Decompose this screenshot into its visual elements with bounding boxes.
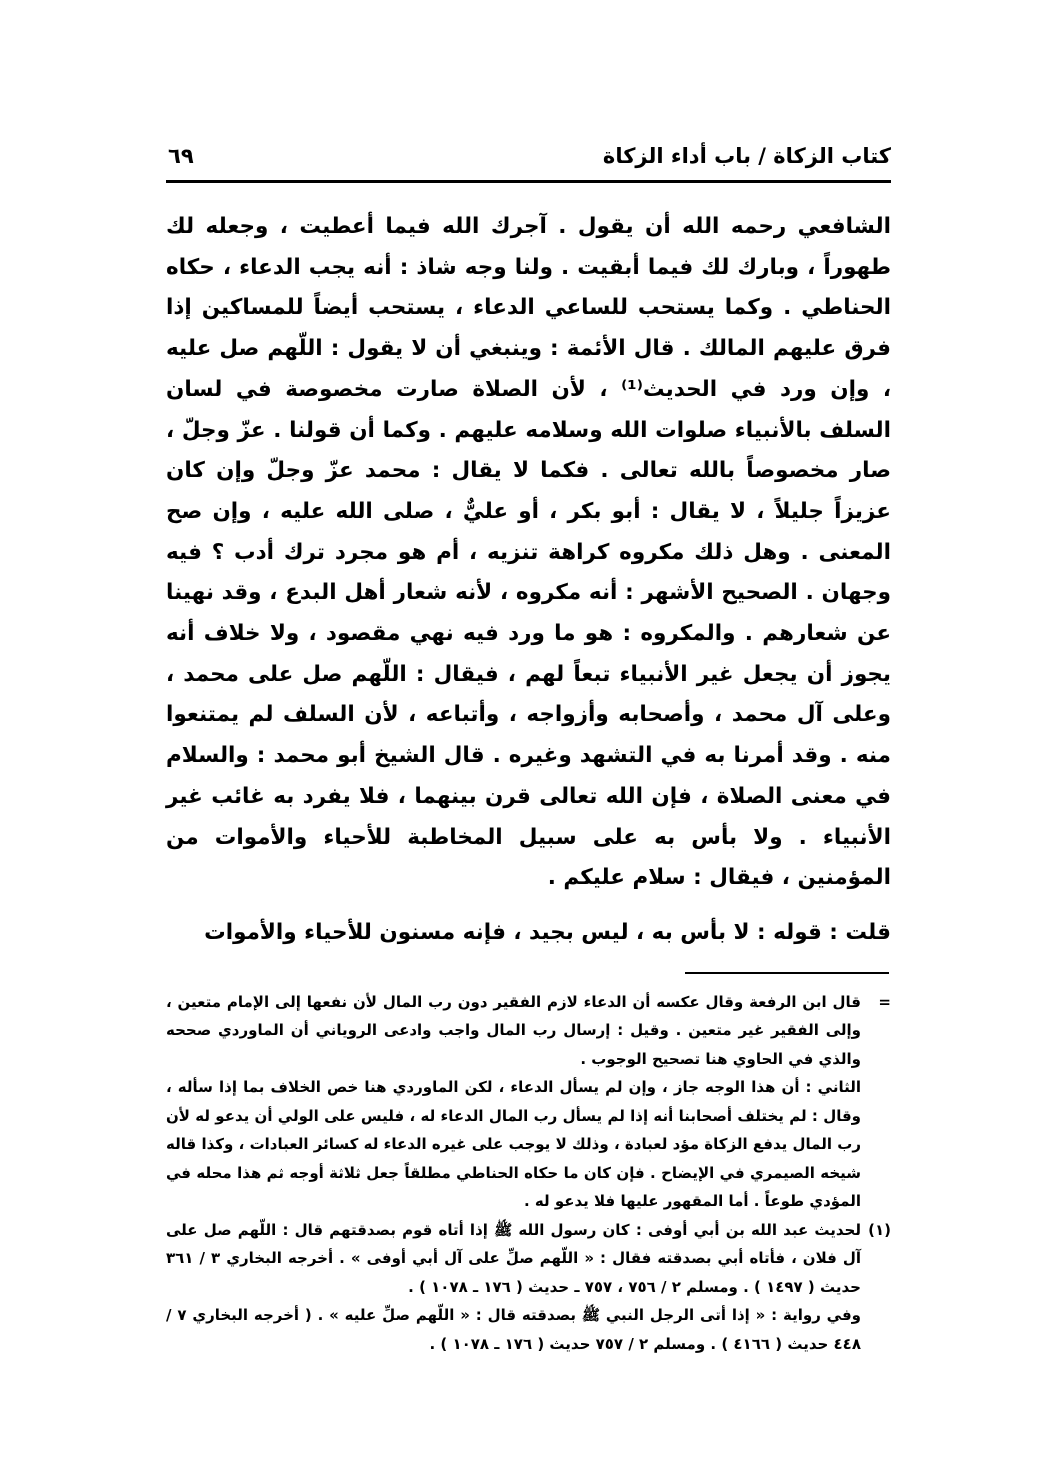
page-number: ٦٩ xyxy=(168,144,194,168)
footnote-marker: = xyxy=(878,992,891,1011)
book-page xyxy=(166,140,891,1358)
qult-paragraph: قلت : قوله : لا بأس به ، ليس بجيد ، فإنه مسنون للأحياء والأموات xyxy=(204,919,891,945)
footnote-paragraph: الثاني : أن هذا الوجه جاز ، وإن لم يسأل الدعاء ، لكن الماوردي هنا خص الخلاف بما إذا سأله ، وقال : لم يختلف أصحابنا أنه إذا لم يسأل رب المال الدعاء له ، فليس على الولي أن يدعو له لأن رب المال يدفع الزكاة مؤد لعبادة ، وذلك لا يوجب على غيره الدعاء له كسائر العبادات ، وكذا قاله شيخه الصيمري في الإيضاح . فإن كان ما حكاه الحناطي مطلقاً جعل ثلاثة أوجه ثم هذا محله في المؤدي طوعاً . أما المقهور عليها فلا يدعو له . xyxy=(166,1078,861,1211)
running-title: كتاب الزكاة / باب أداء الزكاة xyxy=(602,144,891,168)
main-paragraph: الشافعي رحمه الله أن يقول . آجرك الله فيما أعطيت ، وجعله لك طهوراً ، وبارك لك فيما أبقيت . ولنا وجه شاذ : أنه يجب الدعاء ، حكاه الحناطي . وكما يستحب للساعي الدعاء ، يستحب أيضاً للمساكين إذا فرق عليهم المالك . قال الأئمة : وينبغي أن لا يقول : اللّهم صل عليه ، وإن ورد في الحديث⁽¹⁾ ، لأن الصلاة صارت مخصوصة في لسان السلف بالأنبياء صلوات الله وسلامه عليهم . وكما أن قولنا . عزّ وجلّ ، صار مخصوصاً بالله تعالى . فكما لا يقال : محمد عزّ وجلّ وإن كان عزيزاً جليلاً ، لا يقال : أبو بكر ، أو عليٌّ ، صلى الله عليه ، وإن صح المعنى . وهل ذلك مكروه كراهة تنزيه ، أم هو مجرد ترك أدب ؟ فيه وجهان . الصحيح الأشهر : أنه مكروه ، لأنه شعار أهل البدع ، وقد نهينا عن شعارهم . والمكروه : هو ما ورد فيه نهي مقصود ، ولا خلاف أنه يجوز أن يجعل غير الأنبياء تبعاً لهم ، فيقال : اللّهم صل على محمد ، وعلى آل محمد ، وأصحابه وأزواجه ، وأتباعه ، لأن السلف لم يمتنعوا منه . وقد أمرنا به في التشهد وغيره . قال الشيخ أبو محمد : والسلام في معنى الصلاة ، فإن الله تعالى قرن بينهما ، فلا يفرد به غائب غير الأنبياء . ولا بأس به على سبيل المخاطبة للأحياء والأموات من المؤمنين ، فيقال : سلام عليكم . xyxy=(166,214,891,891)
page-header xyxy=(166,140,891,183)
footnote-separator xyxy=(685,972,889,974)
footnote-paragraph: قال ابن الرفعة وقال عكسه أن الدعاء لازم الفقير دون رب المال لأن نفعها إلى الإمام متعين ، وإلى الفقير غير متعين . وقيل : إرسال رب المال واجب وادعى الروياني أن الماوردي صححه والذي في الحاوي هنا تصحيح الوجوب . xyxy=(166,992,861,1068)
footnote-paragraph: لحديث عبد الله بن أبي أوفى : كان رسول الله ﷺ إذا أتاه قوم بصدقتهم قال : اللّهم صل على آل فلان ، فأتاه أبي بصدقته فقال : « اللّهم صلِّ على آل أبي أوفى » . أخرجه البخاري ٣ / ٣٦١ حديث ( ١٤٩٧ ) . ومسلم ٢ / ٧٥٦ ، ٧٥٧ ـ حديث ( ١٧٦ ـ ١٠٧٨ ) . xyxy=(166,1220,862,1296)
footnote-continued xyxy=(166,988,891,1216)
footnote-1 xyxy=(166,1216,891,1359)
main-text xyxy=(166,207,891,954)
footnote-paragraph: وفي رواية : « إذا أتى الرجل النبي ﷺ بصدقته قال : « اللّهم صلِّ عليه » . ( أخرجه البخاري ٧ / ٤٤٨ حديث ( ٤١٦٦ ) . ومسلم ٢ / ٧٥٧ حديث ( ١٧٦ ـ ١٠٧٨ ) . xyxy=(166,1306,861,1353)
footnote-marker: (١) xyxy=(868,1220,891,1239)
footnotes xyxy=(166,988,891,1359)
